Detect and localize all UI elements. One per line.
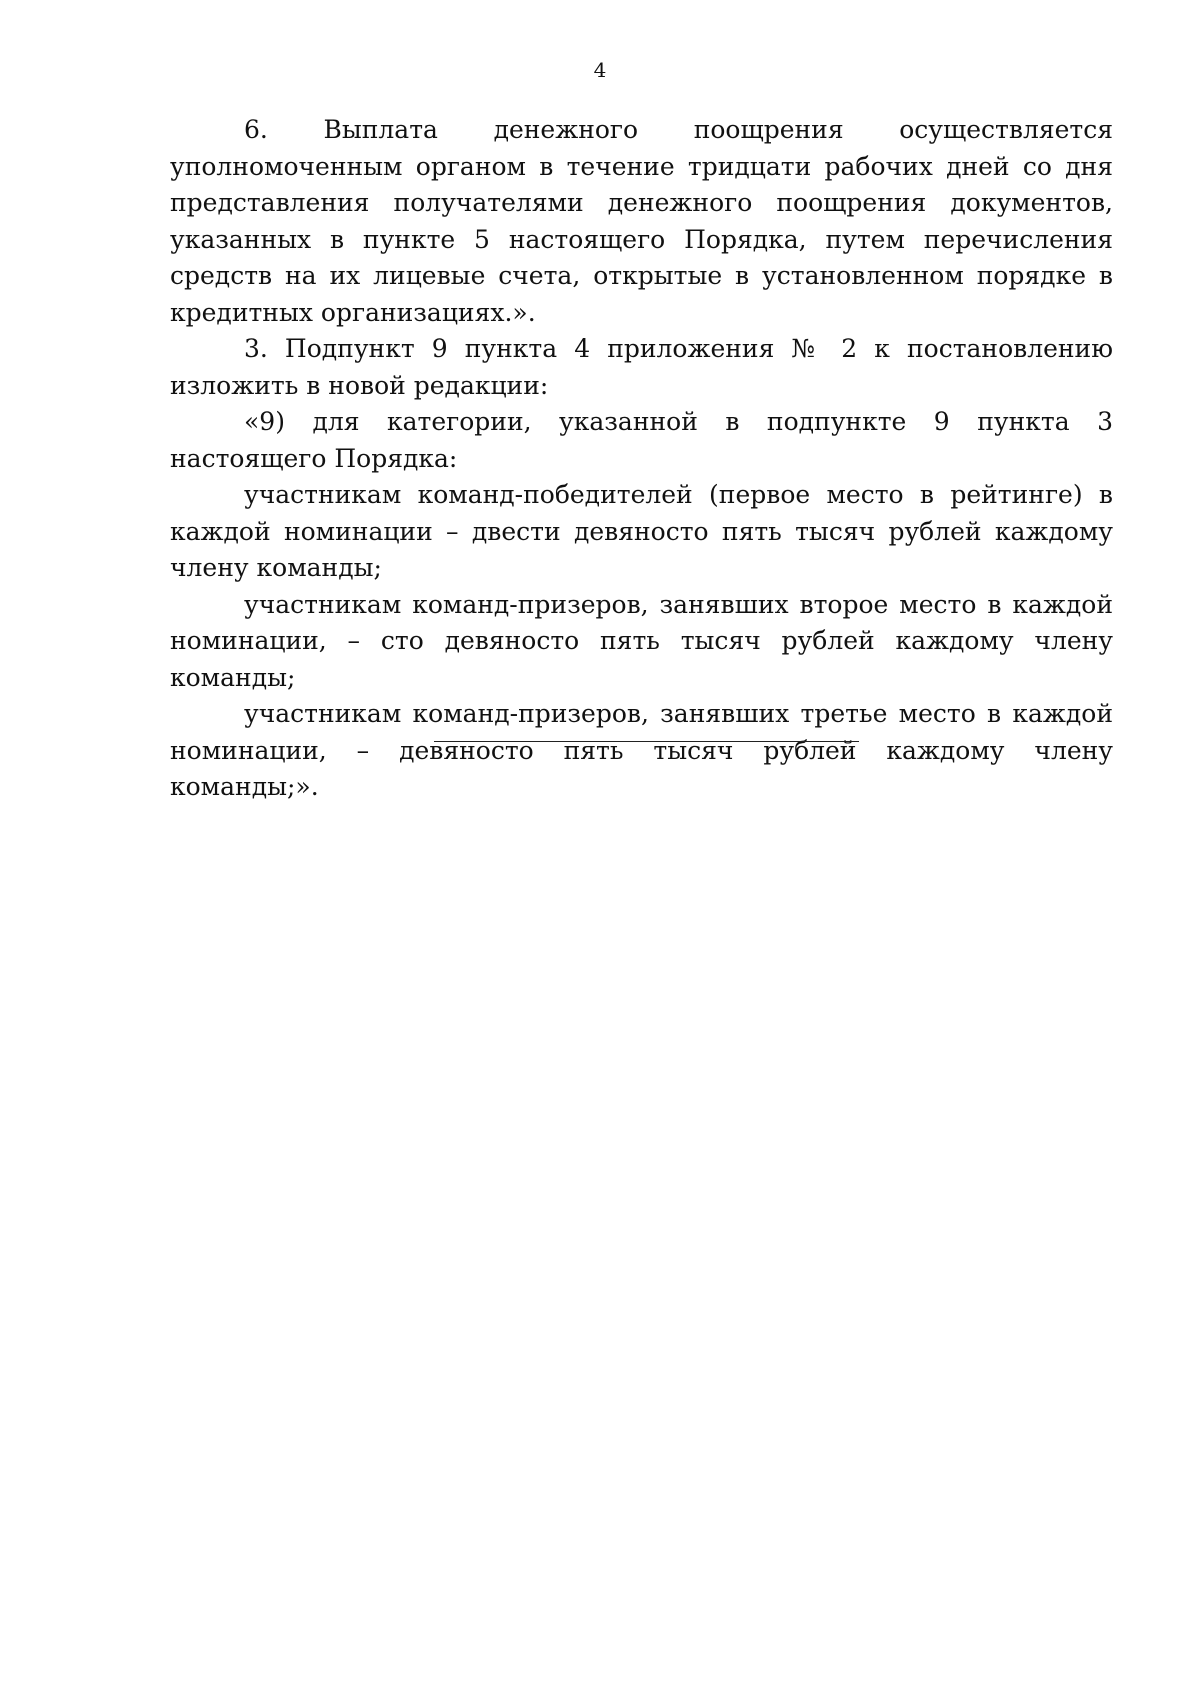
document-body: [170, 112, 1113, 806]
paragraph-subitem-9-category: «9) для категории, указанной в подпункте 9 пункта 3 настоящего Порядка:: [170, 407, 1113, 473]
end-separator-line: [434, 741, 859, 742]
paragraph-third-place: участникам команд-призеров, занявших третье место в каждой номинации, – девяносто пять тысяч рублей каждому члену команды;».: [170, 699, 1113, 801]
paragraph-item-6-payment: 6. Выплата денежного поощрения осуществляется уполномоченным органом в течение тридцати рабочих дней со дня представления получателями денежного поощрения документов, указанных в пункте 5 настоящего Порядка, путем перечисления средств на их лицевые счета, открытые в установленном порядке в кредитных организациях.».: [170, 115, 1113, 327]
paragraph-second-place: участникам команд-призеров, занявших второе место в каждой номинации, – сто девяносто пять тысяч рублей каждому члену команды;: [170, 589, 1113, 692]
page-number: 4: [593, 58, 607, 82]
paragraph-first-place: участникам команд-победителей (первое место в рейтинге) в каждой номинации – двести девяносто пять тысяч рублей каждому члену команды;: [170, 480, 1113, 582]
paragraph-item-3-amendment: 3. Подпункт 9 пункта 4 приложения № 2 к постановлению изложить в новой редакции:: [170, 334, 1113, 400]
